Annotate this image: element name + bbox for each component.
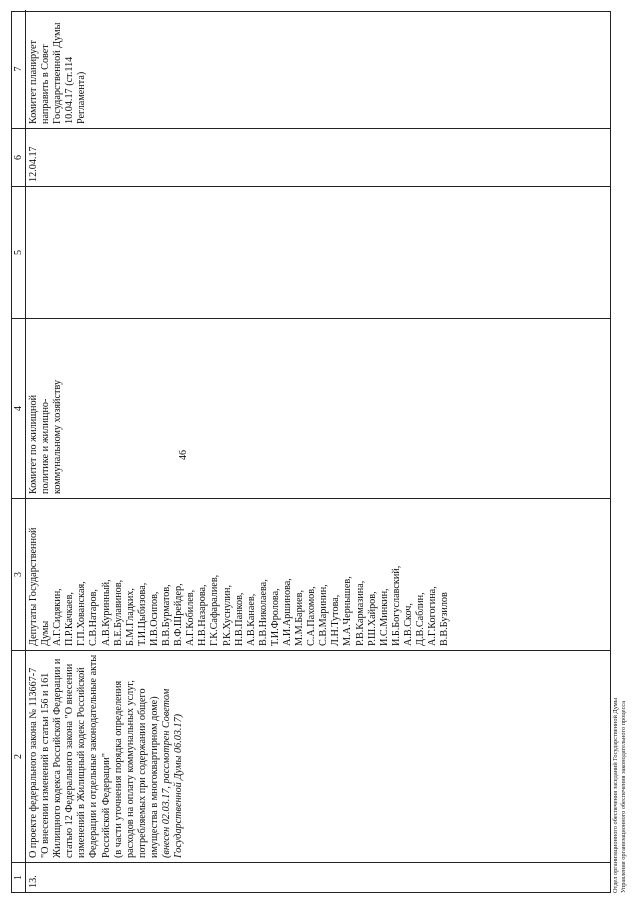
column-5	[12, 186, 610, 318]
footer-line-1: Отдел организационного обеспечения заседаний Государственной Думы	[612, 698, 619, 893]
deputy-name: Т.И.Фролова,	[269, 588, 281, 646]
deputy-name: А.В.Куринный,	[100, 579, 112, 646]
column-header-7: 7	[12, 10, 26, 128]
column-header-5: 5	[12, 187, 26, 318]
bill-description	[28, 654, 185, 858]
bill-title: О проекте федерального закона № 113667-7 "О внесении изменений в статьи 156 и 161 Жилищного кодекса Российской Федерации и статью 12 Федерального закона "О внесении изменений в Жилищный кодекс Российской Федерации и отдельные законодательные акты Российской Федерации"	[28, 654, 112, 858]
deputy-name: Г.П.Хованская,	[76, 581, 88, 646]
deputy-name: А.В.Скоч,	[402, 603, 414, 646]
column-header-4: 4	[12, 319, 26, 498]
deputy-name: Р.К.Хуснулин,	[221, 585, 233, 646]
plan-note: Комитет планирует направить в Совет Государственной Думы 10.04.17 (ст.114 Регламента)	[28, 22, 88, 124]
deputy-name: Л.Н.Тутова,	[330, 594, 342, 646]
initiators-heading: Депутаты Государственной Думы	[28, 527, 52, 646]
deputy-name: И.В.Осипов,	[148, 591, 160, 646]
column-6	[12, 128, 610, 186]
deputy-name: В.Ф.Шрейдер,	[173, 583, 185, 646]
committee: Комитет по жилищной политике и жилищно-коммунальному хозяйству	[28, 379, 64, 494]
bill-note: (внесен 02.03.17, рассмотрен Советом Государственной Думы 06.03.17)	[161, 688, 185, 858]
column-2	[12, 650, 610, 862]
column-3	[12, 498, 610, 650]
deputy-name: А.В.Канаев,	[245, 593, 257, 646]
deputy-name: В.В.Бузилов	[439, 592, 451, 646]
deputy-name: Т.И.Цыбизова,	[136, 582, 148, 646]
deputy-name: М.А.Чернышев,	[342, 576, 354, 646]
deputy-name: С.А.Пахомов,	[306, 586, 318, 646]
row-number: 13.	[28, 875, 39, 888]
page-number: 46	[178, 450, 189, 460]
deputy-name: В.В.Николаева,	[257, 579, 269, 646]
deputies-list	[52, 502, 451, 646]
initiators	[28, 502, 451, 646]
date: 12.04.17	[28, 146, 39, 182]
deputy-name: А.Г.Когогина,	[427, 586, 439, 646]
footer-line-2: Управления организационного обеспечения законодательного процесса	[620, 700, 627, 893]
deputy-name: П.Р.Качкаев,	[64, 592, 76, 646]
column-1	[12, 862, 610, 892]
column-7	[12, 10, 610, 128]
deputy-name: М.М.Бариев,	[294, 589, 306, 646]
deputy-name: Р.В.Кармазина,	[354, 580, 366, 646]
deputy-name: Н.В.Панков,	[233, 592, 245, 646]
deputy-name: С.В.Маринин,	[318, 584, 330, 646]
column-header-3: 3	[12, 499, 26, 650]
deputy-name: В.Е.Булавинов,	[112, 579, 124, 646]
column-header-6: 6	[12, 129, 26, 186]
deputy-name: И.Б.Богуславский,	[390, 565, 402, 646]
column-header-2: 2	[12, 651, 26, 862]
bills-table	[11, 11, 611, 893]
deputy-name: А.И.Аршинова,	[281, 578, 293, 646]
deputy-name: Н.В.Назарова,	[197, 584, 209, 646]
deputy-name: Д.В.Саблин,	[415, 592, 426, 646]
deputy-name: Р.Ш.Хайров,	[366, 591, 378, 646]
bill-purpose: (в части уточнения порядка определения расходов на оплату коммунальных услуг, потребляемых при содержании общего имущества в многоквартирном доме)	[112, 680, 160, 858]
deputy-name: В.В.Бурматов,	[161, 584, 173, 646]
column-4	[12, 318, 610, 498]
deputy-name: Г.К.Сафаралиев,	[209, 574, 221, 646]
deputy-name: С.В.Натаров,	[88, 589, 100, 646]
deputy-name: А.Г.Сидякин,	[52, 588, 64, 646]
footer	[612, 698, 628, 893]
deputy-name: А.Г.Кобилев,	[185, 589, 197, 646]
deputy-name: И.С.Минкин,	[378, 588, 390, 646]
deputy-name: Б.М.Гладких,	[124, 588, 136, 646]
column-header-1: 1	[12, 863, 26, 892]
